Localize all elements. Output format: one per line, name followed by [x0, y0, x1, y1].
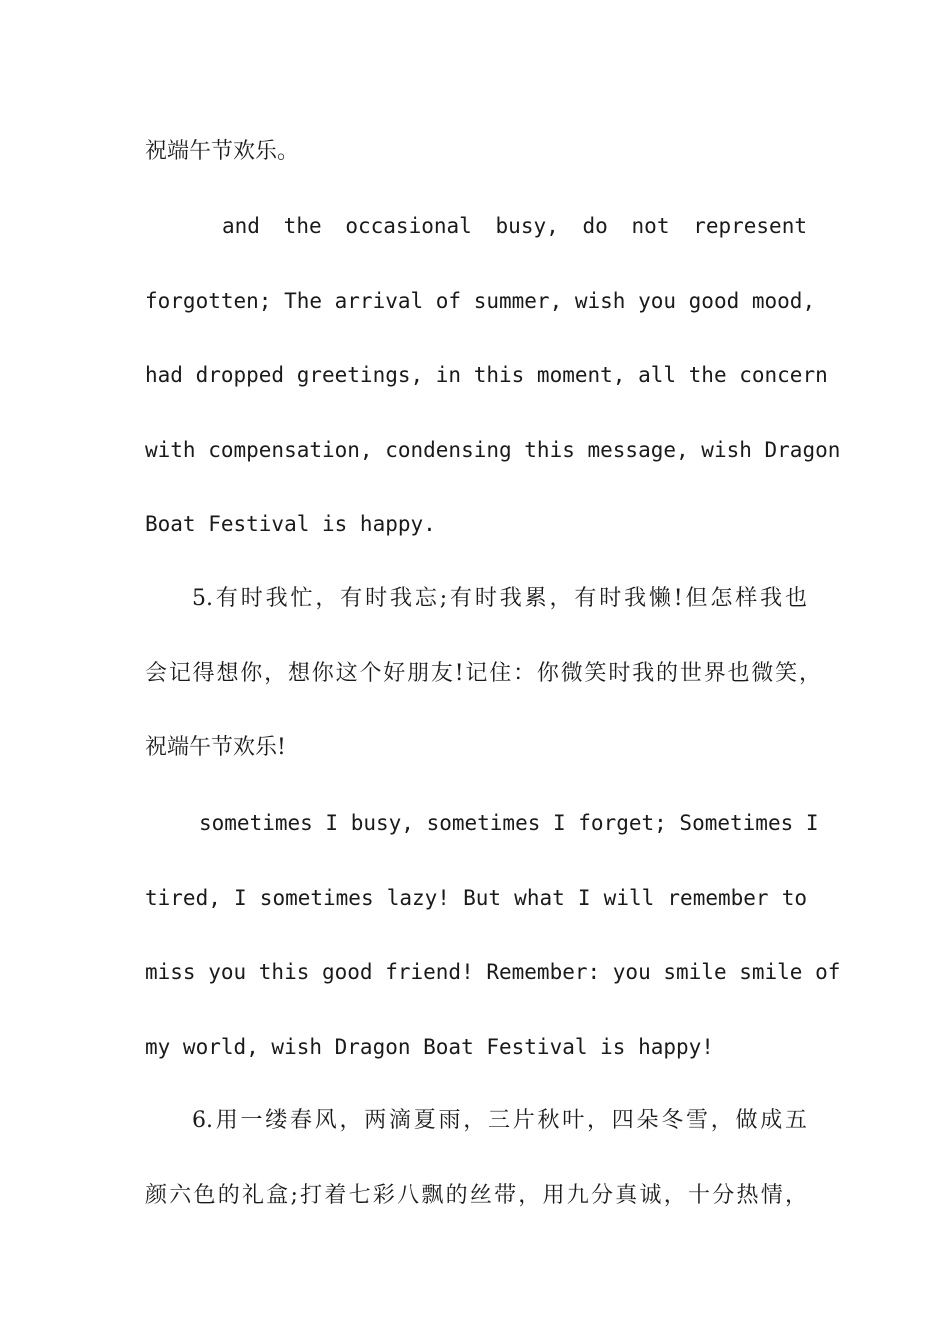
- paragraph-line: tired, I sometimes lazy! But what I will remember to: [145, 886, 807, 910]
- paragraph-line: 会记得想你，想你这个好朋友!记住：你微笑时我的世界也微笑，: [145, 661, 821, 686]
- paragraph-line: 5.有时我忙，有时我忘;有时我累，有时我懒!但怎样我也: [192, 586, 807, 611]
- paragraph-line: Boat Festival is happy.: [145, 512, 436, 536]
- paragraph-line: sometimes I busy, sometimes I forget; Sometimes I: [199, 811, 819, 835]
- paragraph-line: my world, wish Dragon Boat Festival is happy!: [145, 1035, 714, 1059]
- paragraph-line: miss you this good friend! Remember: you smile smile of: [145, 960, 841, 984]
- paragraph-line: with compensation, condensing this message, wish Dragon: [145, 438, 841, 462]
- paragraph-line: 祝端午节欢乐。: [145, 139, 300, 164]
- paragraph-line: had dropped greetings, in this moment, all the concern: [145, 363, 828, 387]
- paragraph-line: 颜六色的礼盒;打着七彩八飘的丝带，用九分真诚，十分热情，: [145, 1183, 807, 1208]
- paragraph-line: forgotten; The arrival of summer, wish you good mood,: [145, 289, 816, 313]
- paragraph-line: 6.用一缕春风，两滴夏雨，三片秋叶，四朵冬雪，做成五: [192, 1108, 807, 1133]
- paragraph-line: 祝端午节欢乐!: [145, 735, 286, 760]
- paragraph-line: and the occasional busy, do not represent: [222, 214, 807, 238]
